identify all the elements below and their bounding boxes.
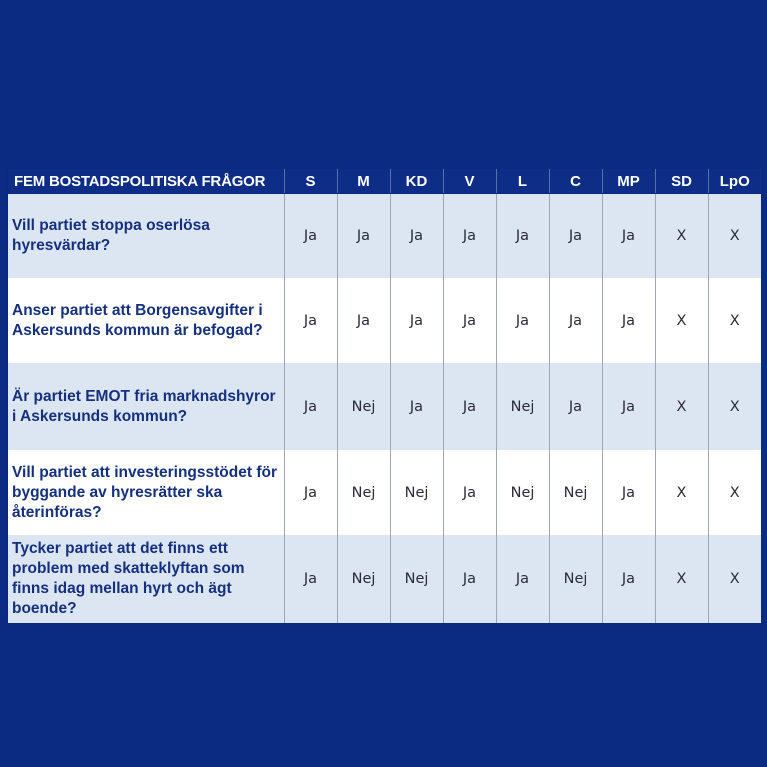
answer-cell: Ja	[337, 278, 390, 363]
answer-cell: X	[708, 535, 761, 623]
answer-cell: Ja	[443, 278, 496, 363]
answer-cell: Ja	[284, 194, 337, 279]
party-header-l: L	[496, 169, 549, 194]
answer-cell: Ja	[549, 194, 602, 279]
answer-cell: X	[655, 278, 708, 363]
question-cell: Vill partiet att investeringsstödet för byggande av hyresrätter ska återinföras?	[8, 450, 284, 535]
party-header-m: M	[337, 169, 390, 194]
table-row	[8, 450, 761, 535]
answer-cell: Ja	[284, 363, 337, 450]
answer-cell: Nej	[549, 450, 602, 535]
party-header-mp: MP	[602, 169, 655, 194]
answer-cell: Ja	[602, 194, 655, 279]
question-cell: Anser partiet att Borgensavgifter i Askersunds kommun är befogad?	[8, 278, 284, 363]
party-header-c: C	[549, 169, 602, 194]
table-row	[8, 535, 761, 623]
table-row	[8, 363, 761, 450]
question-cell: Tycker partiet att det finns ett problem med skatteklyftan som finns idag mellan hyrt och ägt boende?	[8, 535, 284, 623]
answer-cell: X	[708, 278, 761, 363]
question-column-header: FEM BOSTADSPOLITISKA FRÅGOR	[8, 169, 284, 194]
question-cell: Vill partiet stoppa oserlösa hyresvärdar?	[8, 194, 284, 279]
answer-cell: X	[655, 194, 708, 279]
table-header-row	[8, 169, 761, 194]
answer-cell: Nej	[337, 535, 390, 623]
table-row	[8, 194, 761, 279]
answer-cell: Nej	[390, 535, 443, 623]
answer-cell: Ja	[549, 363, 602, 450]
answer-cell: Nej	[337, 363, 390, 450]
answer-cell: Ja	[337, 194, 390, 279]
party-header-v: V	[443, 169, 496, 194]
party-header-kd: KD	[390, 169, 443, 194]
answer-cell: Ja	[496, 194, 549, 279]
answer-cell: Ja	[390, 194, 443, 279]
answer-cell: Ja	[443, 194, 496, 279]
answer-cell: X	[655, 363, 708, 450]
party-header-sd: SD	[655, 169, 708, 194]
answer-cell: Nej	[390, 450, 443, 535]
answer-cell: Nej	[549, 535, 602, 623]
answer-cell: Ja	[549, 278, 602, 363]
answer-cell: X	[655, 450, 708, 535]
answer-cell: Ja	[602, 363, 655, 450]
question-cell: Är partiet EMOT fria marknadshyror i Askersunds kommun?	[8, 363, 284, 450]
survey-table	[8, 169, 761, 623]
answer-cell: X	[708, 363, 761, 450]
party-survey-table	[6, 167, 761, 622]
answer-cell: Nej	[337, 450, 390, 535]
answer-cell: Nej	[496, 450, 549, 535]
answer-cell: Ja	[496, 278, 549, 363]
answer-cell: Ja	[443, 363, 496, 450]
table-row	[8, 278, 761, 363]
answer-cell: Ja	[284, 450, 337, 535]
answer-cell: Ja	[390, 363, 443, 450]
answer-cell: Ja	[602, 450, 655, 535]
answer-cell: Ja	[443, 450, 496, 535]
party-header-lpo: LpO	[708, 169, 761, 194]
answer-cell: Ja	[284, 278, 337, 363]
answer-cell: Ja	[602, 278, 655, 363]
answer-cell: Ja	[602, 535, 655, 623]
answer-cell: Nej	[496, 363, 549, 450]
answer-cell: X	[708, 194, 761, 279]
answer-cell: X	[655, 535, 708, 623]
party-header-s: S	[284, 169, 337, 194]
answer-cell: Ja	[284, 535, 337, 623]
answer-cell: Ja	[390, 278, 443, 363]
answer-cell: Ja	[443, 535, 496, 623]
answer-cell: Ja	[496, 535, 549, 623]
answer-cell: X	[708, 450, 761, 535]
